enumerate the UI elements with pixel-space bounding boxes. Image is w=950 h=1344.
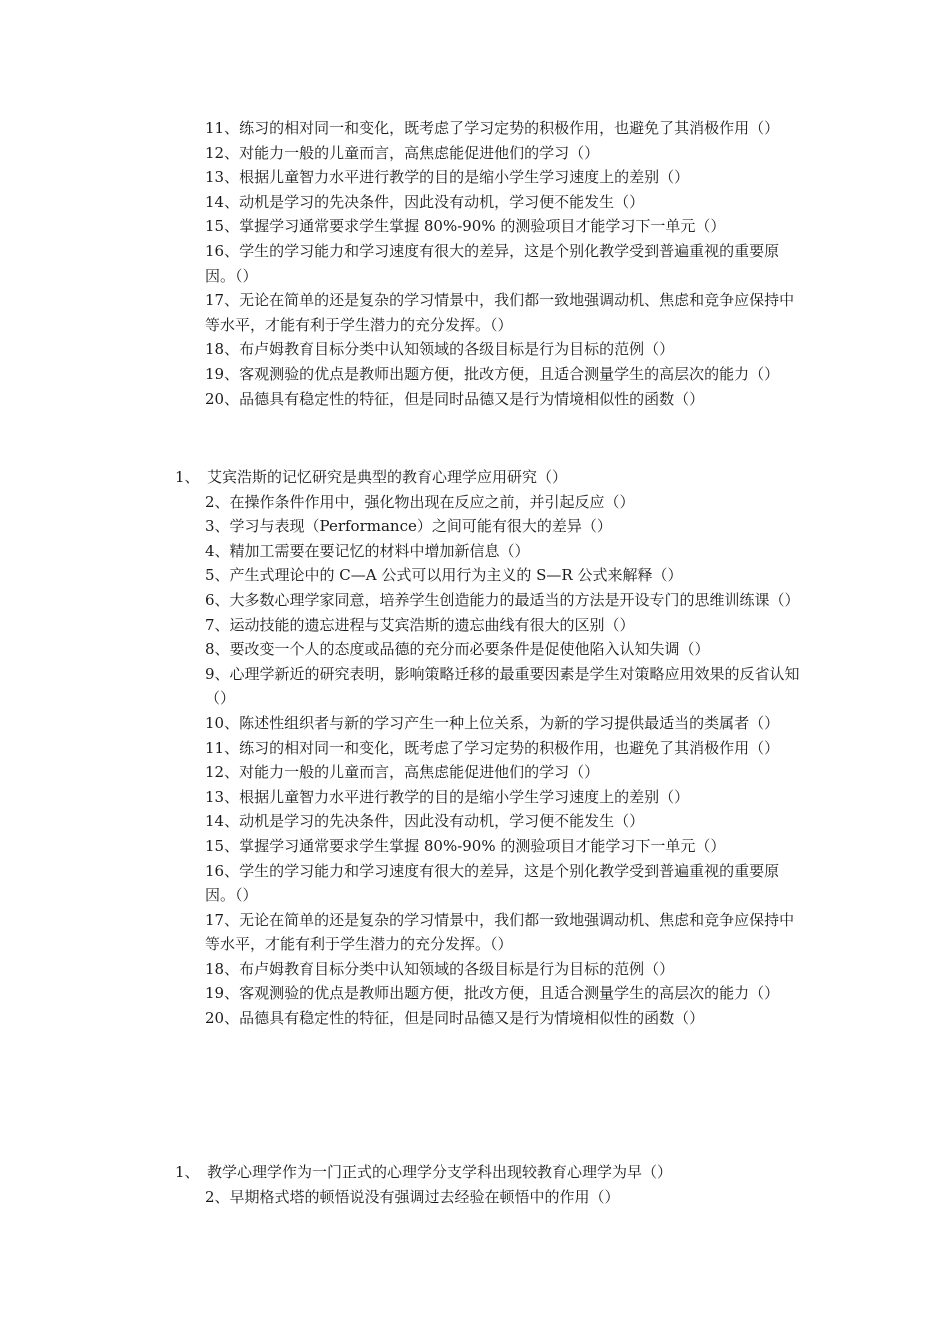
question-item [0,711,950,736]
question-text: 6、大多数心理学家同意，培养学生创造能力的最适当的方法是开设专门的思维训练课（） [205,590,800,609]
question-section-3 [0,1160,950,1209]
question-text: 19、客观测验的优点是教师出题方便，批改方便，且适合测量学生的高层次的能力（） [205,364,780,383]
question-text: 11、练习的相对同一和变化，既考虑了学习定势的积极作用，也避免了其消极作用（） [205,119,780,137]
question-item [0,165,950,190]
question-text: 18、布卢姆教育目标分类中认知领域的各级目标是行为目标的范例（） [205,959,675,978]
question-text: 艾宾浩斯的记忆研究是典型的教育心理学应用研究（） [207,468,568,486]
question-section-2 [0,465,950,1031]
question-text: 19、客观测验的优点是教师出题方便，批改方便，且适合测量学生的高层次的能力（） [205,984,780,1003]
question-text: 13、根据儿童智力水平进行教学的目的是缩小学生学习速度上的差别（） [205,787,690,806]
question-text: 20、品德具有稳定性的特征，但是同时品德又是行为情境相似性的函数（） [205,1009,705,1028]
question-item [0,662,950,711]
question-item [0,337,950,362]
question-item [0,736,950,761]
question-text: 18、布卢姆教育目标分类中认知领域的各级目标是行为目标的范例（） [205,340,675,359]
question-item [0,908,950,957]
question-text: 15、掌握学习通常要求学生掌握 80%-90% 的测验项目才能学习下一单元（） [205,217,726,236]
question-text: 16、学生的学习能力和学习速度有很大的差异，这是个别化教学受到普遍重视的重要原因。（） [205,241,780,285]
question-number: 1、 [175,1163,200,1181]
question-item [0,637,950,662]
question-text: 16、学生的学习能力和学习速度有很大的差异，这是个别化教学受到普遍重视的重要原因。（） [205,861,780,905]
question-text: 14、动机是学习的先决条件，因此没有动机，学习便不能发生（） [205,192,645,211]
question-item [0,387,950,412]
question-item [0,588,950,613]
question-item [0,613,950,638]
question-item [0,141,950,166]
question-text: 13、根据儿童智力水平进行教学的目的是缩小学生学习速度上的差别（） [205,168,690,187]
question-text: 3、学习与表现（Performance）之间可能有很大的差异（） [205,517,612,536]
question-text: 7、运动技能的遗忘进程与艾宾浩斯的遗忘曲线有很大的区别（） [205,615,635,634]
question-text: 5、产生式理论中的 C—A 公式可以用行为主义的 S—R 公式来解释（） [205,566,683,585]
question-item [0,957,950,982]
question-item [0,539,950,564]
question-item [0,981,950,1006]
question-item [0,190,950,215]
question-text: 9、心理学新近的研究表明，影响策略迁移的最重要因素是学生对策略应用效果的反省认知（） [205,664,800,708]
question-item [0,362,950,387]
question-item [0,239,950,288]
question-text: 教学心理学作为一门正式的心理学分支学科出现较教育心理学为早（） [207,1163,673,1181]
question-text: 4、精加工需要在要记忆的材料中增加新信息（） [205,541,530,560]
question-item [0,1185,950,1210]
question-item [0,859,950,908]
question-text: 17、无论在简单的还是复杂的学习情景中，我们都一致地强调动机、焦虑和竞争应保持中等水平，才能有利于学生潜力的充分发挥。（） [205,910,795,954]
question-item [0,809,950,834]
question-text: 12、对能力一般的儿童而言，高焦虑能促进他们的学习（） [205,763,600,782]
question-item [0,288,950,337]
question-item [0,834,950,859]
question-item [0,514,950,539]
question-item [0,214,950,239]
question-text: 10、陈述性组织者与新的学习产生一种上位关系，为新的学习提供最适当的类属者（） [205,713,780,732]
question-item [0,465,950,490]
question-item [0,490,950,515]
question-text: 20、品德具有稳定性的特征，但是同时品德又是行为情境相似性的函数（） [205,389,705,408]
question-text: 12、对能力一般的儿童而言，高焦虑能促进他们的学习（） [205,143,600,162]
question-item [0,785,950,810]
question-item [0,760,950,785]
question-number: 1、 [175,468,200,486]
question-item [0,563,950,588]
question-item [0,1006,950,1031]
question-text: 15、掌握学习通常要求学生掌握 80%-90% 的测验项目才能学习下一单元（） [205,836,726,855]
question-text: 14、动机是学习的先决条件，因此没有动机，学习便不能发生（） [205,812,645,831]
question-item [0,1160,950,1185]
question-text: 2、在操作条件作用中，强化物出现在反应之前，并引起反应（） [205,492,635,511]
question-text: 8、要改变一个人的态度或品德的充分而必要条件是促使他陷入认知失调（） [205,640,710,659]
question-item [0,116,950,141]
question-text: 2、早期格式塔的顿悟说没有强调过去经验在顿悟中的作用（） [205,1187,620,1206]
question-text: 11、练习的相对同一和变化，既考虑了学习定势的积极作用，也避免了其消极作用（） [205,738,780,757]
question-section-1 [0,116,950,411]
question-text: 17、无论在简单的还是复杂的学习情景中，我们都一致地强调动机、焦虑和竞争应保持中等水平，才能有利于学生潜力的充分发挥。（） [205,291,795,334]
